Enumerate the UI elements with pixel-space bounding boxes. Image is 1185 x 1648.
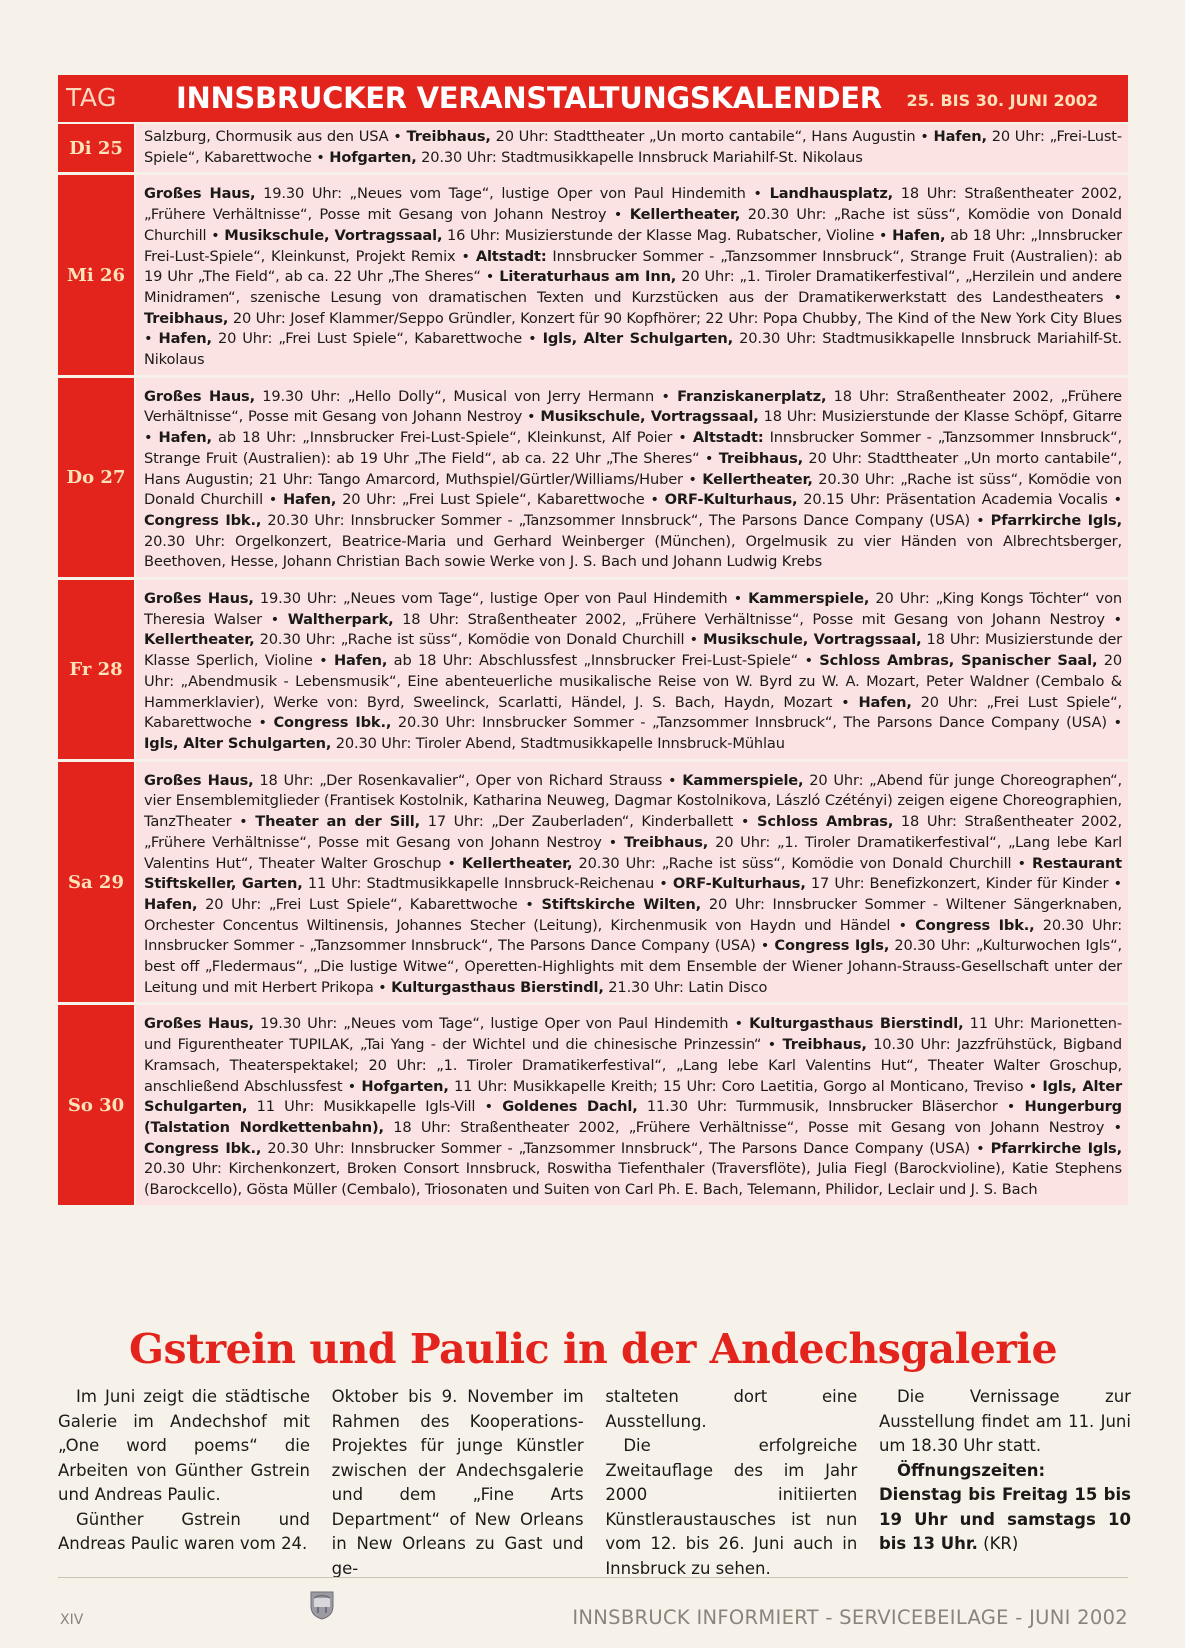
opening-hours: Öffnungszeiten: Dienstag bis Freitag 15 bis 19 Uhr und samstags 10 bis 13 Uhr. [878,1460,1131,1553]
day-label: Di 25 [58,124,134,172]
day-label: Mi 26 [58,175,134,374]
calendar-row-fr-28 [58,580,1128,762]
day-events: Salzburg, Chormusik aus den USA • Treibhaus, 20 Uhr: Stadttheater „Un morto cantabile“, Hans Augustin • Hafen, 20 Uhr: „Frei-Lust-Spiele“, Kabarettwoche • Hofgarten, 20.30 Uhr: Stadtmusikkapelle Innsbruck Mariahilf-St. Nikolaus [136,124,1128,172]
article-paragraph: Günther Gstrein und Andreas Paulic waren vom 24. [58,1509,310,1553]
article-paragraph: stalteten dort eine Ausstellung. [605,1387,858,1431]
day-events: Großes Haus, 19.30 Uhr: „Hello Dolly“, Musical von Jerry Hermann • Franziskanerplatz, 18 Uhr: Straßentheater 2002, „Frühere Verhältnisse“, Posse mit Gesang von Johann Nestroy • Musikschule, Vortragssaal, 18 Uhr: Musizierstunde der Klasse Schöpf, Gitarre • Hafen, ab 18 Uhr: „Innsbrucker Frei-Lust-Spiele“, Kleinkunst, Alf Poier • Altstadt: Innsbrucker Sommer - „Tanzsommer Innsbruck“, Strange Fruit (Australien): ab 19 Uhr „The Field“, ab ca. 22 Uhr „The Sheres“ • Treibhaus, 20 Uhr: Stadttheater „Un morto cantabile“, Hans Augustin; 21 Uhr: Tango Amarcord, Muthspiel/Gürtler/Williams/Huber • Kellertheater, 20.30 Uhr: „Rache ist süss“, Komödie von Donald Churchill • Hafen, 20 Uhr: „Frei Lust Spiele“, Kabarettwoche • ORF-Kulturhaus, 20.15 Uhr: Präsentation Academia Vocalis • Congress Ibk., 20.30 Uhr: Innsbrucker Sommer - „Tanzsommer Innsbruck“, The Parsons Dance Company (USA) • Pfarrkirche Igls, 20.30 Uhr: Orgelkonzert, Beatrice-Maria und Gerhard Weinberger (München), Orgelmusik zu vier Händen von Albrechtsberger, Beethoven, Hesse, Johann Christian Bach sowie Werke von J. S. Bach und Johann Ludwig Krebs [136,378,1128,577]
page-number: XIV [60,1612,84,1628]
calendar-date-range: 25. BIS 30. JUNI 2002 [906,91,1098,110]
publication-footer: INNSBRUCK INFORMIERT - SERVICEBEILAGE - JUNI 2002 [572,1606,1128,1629]
footer-divider [58,1577,1128,1578]
event-calendar [58,75,1128,1208]
day-events: Großes Haus, 19.30 Uhr: „Neues vom Tage“, lustige Oper von Paul Hindemith • Kammerspiele, 20 Uhr: „King Kongs Töchter“ von Theresia Walser • Waltherpark, 18 Uhr: Straßentheater 2002, „Frühere Verhältnisse“, Posse mit Gesang von Johann Nestroy • Kellertheater, 20.30 Uhr: „Rache ist süss“, Komödie von Donald Churchill • Musikschule, Vortragssaal, 18 Uhr: Musizierstunde der Klasse Sperlich, Violine • Hafen, ab 18 Uhr: Abschlussfest „Innsbrucker Frei-Lust-Spiele“ • Schloss Ambras, Spanischer Saal, 20 Uhr: „Abendmusik - Lebensmusik“, Eine abenteuerliche musikalische Reise von W. Byrd zu W. A. Mozart, Peter Waldner (Cembalo & Hammerklavier), Werke von: Byrd, Sweelinck, Scarlatti, Händel, J. S. Bach, Haydn, Mozart • Hafen, 20 Uhr: „Frei Lust Spiele“, Kabarettwoche • Congress Ibk., 20.30 Uhr: Innsbrucker Sommer - „Tanzsommer Innsbruck“, The Parsons Dance Company (USA) • Igls, Alter Schulgarten, 20.30 Uhr: Tiroler Abend, Stadtmusikkapelle Innsbruck-Mühlau [136,580,1128,759]
article-paragraph: Im Juni zeigt die städtische Galerie im Andechshof mit „One word poems“ die Arbeiten von Günther Gstrein und Andreas Paulic. [58,1387,310,1504]
day-column-label: TAG [66,83,117,112]
article-paragraph: Die erfolgreiche Zweitauflage des im Jahr 2000 initiierten Künstleraustausches ist nun vom 12. bis 26. Juni auch in Innsbruck zu sehen. [605,1436,858,1578]
calendar-header [58,75,1128,124]
day-label: Do 27 [58,378,134,577]
article-body [58,1385,1131,1581]
article-heading: Gstrein und Paulic in der Andechsgalerie [128,1325,1058,1373]
innsbruck-crest-icon [309,1590,335,1620]
calendar-title: INNSBRUCKER VERANSTALTUNGSKALENDER [176,81,882,115]
calendar-row-di-25 [58,124,1128,175]
calendar-row-so-30 [58,1005,1128,1207]
article-column-1 [58,1385,310,1581]
day-label: Fr 28 [58,580,134,759]
day-label: Sa 29 [58,762,134,1003]
day-events: Großes Haus, 19.30 Uhr: „Neues vom Tage“, lustige Oper von Paul Hindemith • Landhausplatz, 18 Uhr: Straßentheater 2002, „Frühere Verhältnisse“, Posse mit Gesang von Johann Nestroy • Kellertheater, 20.30 Uhr: „Rache ist süss“, Komödie von Donald Churchill • Musikschule, Vortragssaal, 16 Uhr: Musizierstunde der Klasse Mag. Rubatscher, Violine • Hafen, ab 18 Uhr: „Innsbrucker Frei-Lust-Spiele“, Kleinkunst, Projekt Remix • Altstadt: Innsbrucker Sommer - „Tanzsommer Innsbruck“, Strange Fruit (Australien): ab 19 Uhr „The Field“, ab ca. 22 Uhr „The Sheres“ • Literaturhaus am Inn, 20 Uhr: „1. Tiroler Dramatikerfestival“, „Herzilein und andere Minidramen“, szenische Lesung von dramatischen Texten und Kurzstücken aus der Dramatikerwerkstatt des Landestheaters • Treibhaus, 20 Uhr: Josef Klammer/Seppo Gründler, Konzert für 90 Kopfhörer; 22 Uhr: Popa Chubby, The Kind of the New York City Blues • Hafen, 20 Uhr: „Frei Lust Spiele“, Kabarettwoche • Igls, Alter Schulgarten, 20.30 Uhr: Stadtmusikkapelle Innsbruck Mariahilf-St. Nikolaus [136,175,1128,374]
day-events: Großes Haus, 18 Uhr: „Der Rosenkavalier“, Oper von Richard Strauss • Kammerspiele, 20 Uhr: „Abend für junge Choreographen“, vier Ensemblemitglieder (Frantisek Kostolnik, Katharina Neuweg, Dagmar Kostolnikova, László Czétényi) zeigen eigene Choreographien, TanzTheater • Theater an der Sill, 17 Uhr: „Der Zauberladen“, Kinderballett • Schloss Ambras, 18 Uhr: Straßentheater 2002, „Frühere Verhältnisse“, Posse mit Gesang von Johann Nestroy • Treibhaus, 20 Uhr: „1. Tiroler Dramatikerfestival“, „Lang lebe Karl Valentins Hut“, Theater Walter Groschup • Kellertheater, 20.30 Uhr: „Rache ist süss“, Komödie von Donald Churchill • Restaurant Stiftskeller, Garten, 11 Uhr: Stadtmusikkapelle Innsbruck-Reichenau • ORF-Kulturhaus, 17 Uhr: Benefizkonzert, Kinder für Kinder • Hafen, 20 Uhr: „Frei Lust Spiele“, Kabarettwoche • Stiftskirche Wilten, 20 Uhr: Innsbrucker Sommer - Wiltener Sängerknaben, Orchester Concentus Wiltinensis, Johannes Stecher (Leitung), Kirchenmusik von Haydn und Händel • Congress Ibk., 20.30 Uhr: Innsbrucker Sommer - „Tanzsommer Innsbruck“, The Parsons Dance Company (USA) • Congress Igls, 20.30 Uhr: „Kulturwochen Igls“, best off „Fledermaus“, „Die lustige Witwe“, Operetten-Highlights mit dem Ensemble der Wiener Johann-Strauss-Gesellschaft unter der Leitung und mit Herbert Prikopa • Kulturgasthaus Bierstindl, 21.30 Uhr: Latin Disco [136,762,1128,1003]
calendar-row-mi-26 [58,175,1128,377]
author-initials: (KR) [983,1534,1019,1553]
calendar-row-sa-29 [58,762,1128,1006]
day-events: Großes Haus, 19.30 Uhr: „Neues vom Tage“, lustige Oper von Paul Hindemith • Kulturgasthaus Bierstindl, 11 Uhr: Marionetten- und Figurentheater TUPILAK, „Tai Yang - der Wichtel und die chinesische Prinzessin“ • Treibhaus, 10.30 Uhr: Jazzfrühstück, Bigband Kramsach, Theaterspektakel; 20 Uhr: „1. Tiroler Dramatikerfestival“, „Lang lebe Karl Valentins Hut“, Theater Walter Groschup, anschließend Abschlussfest • Hofgarten, 11 Uhr: Musikkapelle Kreith; 15 Uhr: Coro Laetitia, Gorgo al Monticano, Treviso • Igls, Alter Schulgarten, 11 Uhr: Musikkapelle Igls-Vill • Goldenes Dachl, 11.30 Uhr: Turmmusik, Innsbrucker Bläserchor • Hungerburg (Talstation Nordkettenbahn), 18 Uhr: Straßentheater 2002, „Frühere Verhältnisse“, Posse mit Gesang von Johann Nestroy • Congress Ibk., 20.30 Uhr: Innsbrucker Sommer - „Tanzsommer Innsbruck“, The Parsons Dance Company (USA) • Pfarrkirche Igls, 20.30 Uhr: Kirchenkonzert, Broken Consort Innsbruck, Roswitha Tiefenthaler (Traversflöte), Julia Fiegl (Barockvioline), Katie Stephens (Barockcello), Gösta Müller (Cembalo), Triosonaten und Suiten von Carl Ph. E. Bach, Telemann, Philidor, Leclair und J. S. Bach [136,1005,1128,1204]
article-paragraph: Die Vernissage zur Ausstellung findet am 11. Juni um 18.30 Uhr statt. [878,1387,1131,1455]
calendar-row-do-27 [58,378,1128,580]
article-column-4 [879,1385,1131,1581]
day-label: So 30 [58,1005,134,1204]
article-paragraph: Oktober bis 9. November im Rahmen des Kooperations-Projektes für junge Künstler zwischen der Andechsgalerie und dem „Fine Arts Department“ of New Orleans in New Orleans zu Gast und ge- [331,1387,584,1578]
article-column-2 [332,1385,584,1581]
article-column-3 [605,1385,857,1581]
